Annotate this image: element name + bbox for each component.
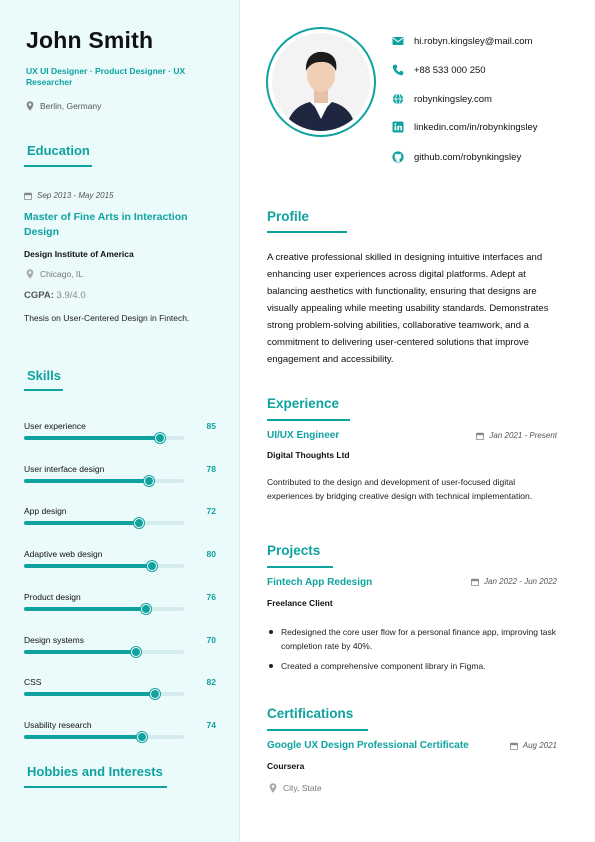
experience-date-text: Jan 2021 - Present bbox=[489, 431, 557, 440]
skill-value: 78 bbox=[206, 463, 216, 474]
skill-bar-track bbox=[24, 564, 184, 568]
certification-date bbox=[510, 741, 557, 750]
experience-role: UI/UX Engineer bbox=[267, 430, 340, 441]
certifications-title: Certifications bbox=[267, 706, 354, 721]
phone-icon bbox=[392, 64, 404, 76]
project-client: Freelance Client bbox=[267, 598, 333, 608]
skill-label: App design bbox=[24, 506, 67, 517]
education-school: Design Institute of America bbox=[24, 249, 134, 259]
sidebar bbox=[0, 0, 240, 842]
projects-underline bbox=[267, 566, 333, 568]
calendar-icon bbox=[24, 192, 32, 200]
location-pin-icon bbox=[26, 101, 34, 111]
skill-bar-knob bbox=[147, 561, 157, 571]
calendar-icon bbox=[510, 742, 518, 750]
experience-title: Experience bbox=[267, 396, 340, 411]
skill-bar-fill bbox=[24, 521, 139, 525]
gpa-value: 3.9/4.0 bbox=[56, 290, 86, 301]
experience-underline bbox=[267, 419, 350, 421]
skill-label: Adaptive web design bbox=[24, 549, 103, 560]
profile-photo bbox=[272, 33, 370, 131]
skills-title: Skills bbox=[27, 368, 61, 383]
skill-bar-track bbox=[24, 607, 184, 611]
skill-bar-knob bbox=[134, 518, 144, 528]
list-item: Created a comprehensive component library in Figma. bbox=[267, 659, 557, 673]
certification-location-text: City, State bbox=[283, 783, 322, 793]
skill-bar-fill bbox=[24, 564, 152, 568]
github-icon bbox=[392, 151, 404, 163]
profile-underline bbox=[267, 231, 347, 233]
skill-value: 80 bbox=[206, 549, 216, 560]
header-location-text: Berlin, Germany bbox=[40, 101, 102, 111]
skill-bar-knob bbox=[144, 476, 154, 486]
skill-value: 70 bbox=[206, 634, 216, 645]
skill-row bbox=[24, 592, 216, 622]
linkedin-icon bbox=[392, 121, 404, 133]
skill-value: 82 bbox=[206, 677, 216, 688]
skill-bar-track bbox=[24, 521, 184, 525]
education-date bbox=[24, 191, 114, 200]
certification-location bbox=[269, 783, 322, 793]
contact-phone-text: +88 533 000 250 bbox=[414, 64, 486, 76]
skill-bar-fill bbox=[24, 650, 136, 654]
contact-website-text: robynkingsley.com bbox=[414, 93, 492, 105]
skill-bar-track bbox=[24, 650, 184, 654]
skill-bar-knob bbox=[137, 732, 147, 742]
certification-name: Google UX Design Professional Certificate bbox=[267, 740, 469, 751]
skill-bar-track bbox=[24, 692, 184, 696]
gpa-label: CGPA: bbox=[24, 290, 54, 301]
skill-label: Design systems bbox=[24, 634, 84, 645]
profile-text: A creative professional skilled in designing intuitive interfaces and enhancing user experiences across digital platforms. Adept at balancing aesthetics with functionality, ensuring that designs are visually appealing while meeting usability standards. Demonstrates strong problem-solving abilities, collaborative teamwork, and a commitment to delivering user-centered solutions that improve engagement and accessibility. bbox=[267, 252, 549, 365]
project-bullets bbox=[267, 625, 557, 679]
skill-value: 76 bbox=[206, 591, 216, 602]
skill-value: 72 bbox=[206, 506, 216, 517]
skill-bar-track bbox=[24, 735, 184, 739]
skill-row bbox=[24, 549, 216, 579]
main-column bbox=[241, 0, 595, 842]
skill-label: Product design bbox=[24, 591, 81, 602]
skill-row bbox=[24, 506, 216, 536]
experience-date bbox=[476, 431, 557, 440]
hobbies-underline bbox=[24, 786, 167, 788]
contact-github-text: github.com/robynkingsley bbox=[414, 151, 522, 163]
skill-row bbox=[24, 720, 216, 750]
project-name: Fintech App Redesign bbox=[267, 577, 373, 588]
skill-bar-fill bbox=[24, 479, 149, 483]
skill-bar-knob bbox=[131, 647, 141, 657]
skill-row bbox=[24, 421, 216, 451]
globe-icon bbox=[392, 93, 404, 105]
skill-value: 74 bbox=[206, 719, 216, 730]
projects-title: Projects bbox=[267, 543, 321, 558]
contact-linkedin-text: linkedin.com/in/robynkingsley bbox=[414, 121, 538, 133]
education-thesis: Thesis on User-Centered Design in Fintech. bbox=[24, 313, 190, 323]
education-location bbox=[26, 269, 83, 279]
skill-row bbox=[24, 677, 216, 707]
person-avatar-icon bbox=[272, 33, 370, 131]
contact-phone[interactable] bbox=[392, 64, 486, 76]
skill-bar-track bbox=[24, 436, 184, 440]
tagline: UX UI Designer · Product Designer · UX Researcher bbox=[26, 66, 186, 87]
skill-bar-fill bbox=[24, 436, 160, 440]
contact-email[interactable] bbox=[392, 35, 532, 47]
location-pin-icon bbox=[269, 783, 277, 793]
project-date-text: Jan 2022 - Jun 2022 bbox=[484, 577, 557, 586]
contact-website[interactable] bbox=[392, 93, 492, 105]
profile-photo-frame bbox=[266, 27, 376, 137]
envelope-icon bbox=[392, 35, 404, 47]
skill-bar-knob bbox=[150, 689, 160, 699]
education-degree: Master of Fine Arts in Interaction Design bbox=[24, 211, 188, 238]
candidate-name: John Smith bbox=[26, 27, 154, 53]
certification-issuer: Coursera bbox=[267, 761, 305, 771]
skill-label: CSS bbox=[24, 677, 42, 688]
profile-title: Profile bbox=[267, 209, 310, 224]
education-gpa bbox=[24, 290, 86, 301]
education-title: Education bbox=[27, 143, 90, 158]
skill-label: User interface design bbox=[24, 463, 105, 474]
list-item: Redesigned the core user flow for a personal finance app, improving task completion rate by 40%. bbox=[267, 625, 557, 653]
certification-date-text: Aug 2021 bbox=[522, 741, 557, 750]
skill-bar-track bbox=[24, 479, 184, 483]
hobbies-title: Hobbies and Interests bbox=[27, 764, 163, 779]
skill-label: User experience bbox=[24, 421, 86, 431]
skill-bar-knob bbox=[141, 604, 151, 614]
contact-email-text: hi.robyn.kingsley@mail.com bbox=[414, 35, 533, 47]
skill-label: Usability research bbox=[24, 719, 92, 730]
skill-bar-fill bbox=[24, 607, 146, 611]
contact-linkedin[interactable] bbox=[392, 121, 538, 133]
skill-value: 85 bbox=[206, 421, 216, 431]
header-location bbox=[26, 101, 101, 111]
location-pin-icon bbox=[26, 269, 34, 279]
education-location-text: Chicago, IL bbox=[40, 269, 83, 279]
experience-company: Digital Thoughts Ltd bbox=[267, 450, 350, 460]
skill-row bbox=[24, 464, 216, 494]
certifications-underline bbox=[267, 729, 368, 731]
contact-github[interactable] bbox=[392, 151, 521, 163]
skill-bar-fill bbox=[24, 735, 142, 739]
education-underline bbox=[24, 165, 92, 167]
skills-underline bbox=[24, 389, 63, 391]
skill-bar-knob bbox=[155, 433, 165, 443]
project-date bbox=[471, 577, 557, 586]
skill-row bbox=[24, 635, 216, 665]
education-date-text: Sep 2013 - May 2015 bbox=[37, 191, 114, 200]
skill-bar-fill bbox=[24, 692, 155, 696]
calendar-icon bbox=[476, 432, 484, 440]
calendar-icon bbox=[471, 578, 479, 586]
experience-description: Contributed to the design and development of user-focused digital experiences by bridging creative design with technical implementation. bbox=[267, 477, 533, 501]
